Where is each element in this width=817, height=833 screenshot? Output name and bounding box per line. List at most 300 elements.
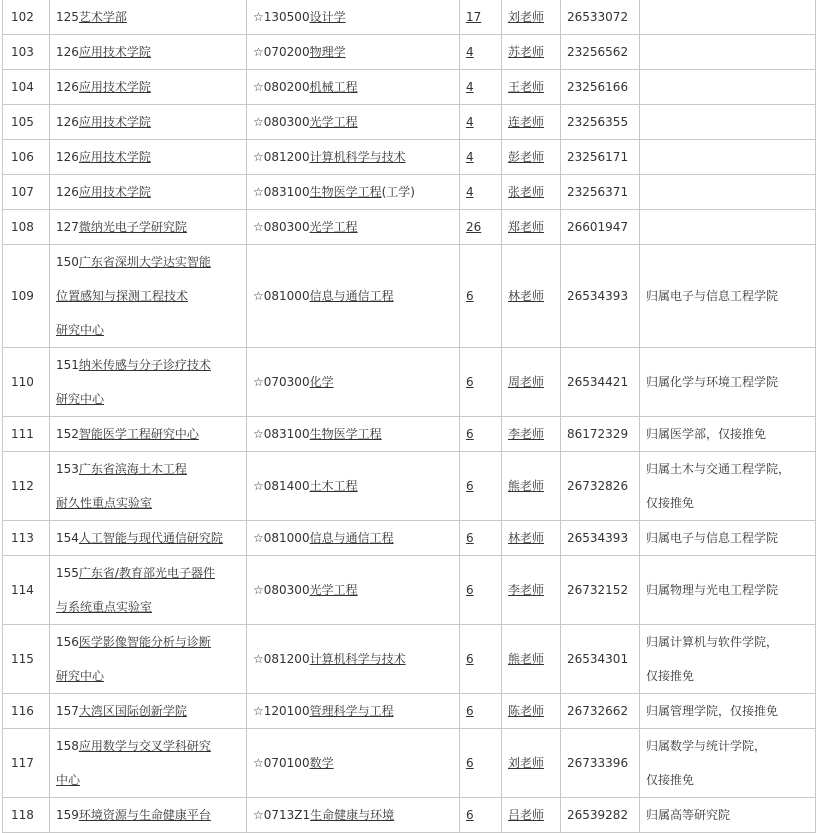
- unit-name-link[interactable]: 应用技术学院: [78, 115, 151, 129]
- row-number: 102: [11, 10, 34, 24]
- unit-cell: [50, 556, 247, 625]
- row-number: 114: [11, 583, 34, 597]
- unit-cell: [50, 625, 247, 694]
- quota-cell: [460, 35, 502, 70]
- contact-link[interactable]: 陈老师: [508, 704, 545, 718]
- unit-cell: [50, 70, 247, 105]
- contact-cell: [502, 105, 561, 140]
- phone-number: 26539282: [567, 808, 629, 822]
- note-cell: [640, 452, 816, 521]
- contact-link[interactable]: 林老师: [508, 531, 545, 545]
- phone-cell: [561, 70, 640, 105]
- phone-cell: [561, 0, 640, 35]
- contact-link[interactable]: 吕老师: [508, 808, 545, 822]
- quota-cell: [460, 140, 502, 175]
- major-code: 080200: [263, 80, 310, 94]
- quota-link[interactable]: 17: [466, 10, 482, 24]
- phone-number: 26534393: [567, 531, 629, 545]
- major-code: 081200: [263, 150, 310, 164]
- major-cell: [247, 798, 460, 833]
- unit-code: 159: [56, 808, 79, 822]
- phone-number: 23256562: [567, 45, 629, 59]
- note-cell: [640, 798, 816, 833]
- star-icon: ☆: [253, 531, 264, 545]
- unit-cell: [50, 105, 247, 140]
- unit-code: 125: [56, 10, 79, 24]
- quota-link[interactable]: 6: [466, 375, 474, 389]
- phone-number: 23256171: [567, 150, 629, 164]
- star-icon: ☆: [253, 150, 264, 164]
- phone-cell: [561, 210, 640, 245]
- star-icon: ☆: [253, 427, 264, 441]
- seq-cell: [3, 798, 50, 833]
- unit-line: [56, 521, 246, 555]
- star-icon: ☆: [253, 289, 264, 303]
- phone-cell: [561, 694, 640, 729]
- phone-cell: [561, 556, 640, 625]
- unit-cell: [50, 729, 247, 798]
- unit-name-link[interactable]: 与系统重点实验室: [56, 600, 153, 614]
- table-row: [3, 556, 816, 625]
- row-number: 117: [11, 756, 34, 770]
- quota-link[interactable]: 4: [466, 150, 474, 164]
- note-cell: [640, 0, 816, 35]
- quota-link[interactable]: 6: [466, 704, 474, 718]
- quota-link[interactable]: 6: [466, 652, 474, 666]
- row-number: 105: [11, 115, 34, 129]
- table-row: [3, 452, 816, 521]
- phone-cell: [561, 105, 640, 140]
- quota-link[interactable]: 4: [466, 115, 474, 129]
- quota-link[interactable]: 6: [466, 756, 474, 770]
- unit-cell: [50, 210, 247, 245]
- note-cell: [640, 625, 816, 694]
- seq-cell: [3, 35, 50, 70]
- major-cell: [247, 348, 460, 417]
- contact-link[interactable]: 刘老师: [508, 756, 545, 770]
- quota-link[interactable]: 26: [466, 220, 482, 234]
- unit-name-link[interactable]: 大湾区国际创新学院: [78, 704, 187, 718]
- quota-link[interactable]: 6: [466, 289, 474, 303]
- unit-name-link[interactable]: 人工智能与现代通信研究院: [78, 531, 223, 545]
- contact-cell: [502, 556, 561, 625]
- major-name-link[interactable]: 计算机科学与技术: [309, 150, 406, 164]
- quota-cell: [460, 245, 502, 348]
- table-row: [3, 245, 816, 348]
- major-name-link[interactable]: 生物医学工程: [309, 185, 382, 199]
- contact-cell: [502, 694, 561, 729]
- unit-line: [56, 348, 246, 382]
- major-cell: [247, 0, 460, 35]
- unit-line: [56, 659, 246, 693]
- contact-cell: [502, 729, 561, 798]
- phone-number: 26732152: [567, 583, 629, 597]
- unit-name-link[interactable]: 纳米传感与分子诊疗技术: [78, 358, 211, 372]
- unit-line: [56, 105, 246, 139]
- table-row: [3, 417, 816, 452]
- major-cell: [247, 521, 460, 556]
- seq-cell: [3, 140, 50, 175]
- note-cell: [640, 35, 816, 70]
- seq-cell: [3, 105, 50, 140]
- admission-table: [2, 0, 816, 833]
- note-line: 归属化学与环境工程学院: [646, 375, 779, 389]
- unit-code: 158: [56, 739, 79, 753]
- contact-cell: [502, 175, 561, 210]
- unit-name-link[interactable]: 应用数学与交叉学科研究: [78, 739, 211, 753]
- star-icon: ☆: [253, 375, 264, 389]
- seq-cell: [3, 556, 50, 625]
- quota-link[interactable]: 6: [466, 531, 474, 545]
- phone-cell: [561, 35, 640, 70]
- table-row: [3, 105, 816, 140]
- unit-name-link[interactable]: 位置感知与探测工程技术: [56, 289, 189, 303]
- star-icon: ☆: [253, 652, 264, 666]
- unit-code: 152: [56, 427, 79, 441]
- note-line: 归属土木与交通工程学院，: [646, 462, 791, 476]
- quota-cell: [460, 798, 502, 833]
- quota-link[interactable]: 6: [466, 427, 474, 441]
- seq-cell: [3, 210, 50, 245]
- unit-name-link[interactable]: 应用技术学院: [78, 185, 151, 199]
- contact-link[interactable]: 熊老师: [508, 479, 545, 493]
- star-icon: ☆: [253, 583, 264, 597]
- unit-name-link[interactable]: 广东省深圳大学达实智能: [78, 255, 211, 269]
- contact-link[interactable]: 郑老师: [508, 220, 545, 234]
- contact-cell: [502, 348, 561, 417]
- major-name-link[interactable]: 物理学: [309, 45, 346, 59]
- contact-cell: [502, 521, 561, 556]
- contact-link[interactable]: 彭老师: [508, 150, 545, 164]
- quota-link[interactable]: 6: [466, 808, 474, 822]
- note-cell: [640, 175, 816, 210]
- phone-cell: [561, 729, 640, 798]
- unit-code: 155: [56, 566, 79, 580]
- major-cell: [247, 556, 460, 625]
- unit-name-link[interactable]: 耐久性重点实验室: [56, 496, 153, 510]
- unit-code: 151: [56, 358, 79, 372]
- major-cell: [247, 452, 460, 521]
- table-row: [3, 521, 816, 556]
- major-name-link[interactable]: 计算机科学与技术: [309, 652, 406, 666]
- star-icon: ☆: [253, 80, 264, 94]
- unit-line: [56, 35, 246, 69]
- contact-link[interactable]: 熊老师: [508, 652, 545, 666]
- major-name-link[interactable]: 机械工程: [309, 80, 358, 94]
- phone-number: 26534421: [567, 375, 629, 389]
- phone-cell: [561, 175, 640, 210]
- unit-name-link[interactable]: 中心: [56, 773, 81, 787]
- quota-link[interactable]: 4: [466, 45, 474, 59]
- note-cell: [640, 245, 816, 348]
- phone-number: 23256166: [567, 80, 629, 94]
- major-name-link[interactable]: 光学工程: [309, 115, 358, 129]
- major-name-link[interactable]: 土木工程: [309, 479, 358, 493]
- note-line: 归属医学部，仅接推免: [646, 427, 767, 441]
- unit-cell: [50, 35, 247, 70]
- quota-cell: [460, 625, 502, 694]
- major-cell: [247, 105, 460, 140]
- table-row: [3, 175, 816, 210]
- unit-cell: [50, 348, 247, 417]
- note-cell: [640, 694, 816, 729]
- unit-line: [56, 382, 246, 416]
- seq-cell: [3, 70, 50, 105]
- major-code: 080300: [263, 220, 310, 234]
- note-cell: [640, 140, 816, 175]
- unit-code: 126: [56, 115, 79, 129]
- phone-number: 23256371: [567, 185, 629, 199]
- unit-name-link[interactable]: 研究中心: [56, 392, 105, 406]
- quota-cell: [460, 175, 502, 210]
- row-number: 109: [11, 289, 34, 303]
- unit-name-link[interactable]: 环境资源与生命健康平台: [78, 808, 211, 822]
- quota-cell: [460, 105, 502, 140]
- row-number: 110: [11, 375, 34, 389]
- unit-line: [56, 279, 246, 313]
- major-cell: [247, 625, 460, 694]
- seq-cell: [3, 625, 50, 694]
- major-suffix: (工学): [381, 185, 415, 199]
- contact-link[interactable]: 林老师: [508, 289, 545, 303]
- table-row: [3, 348, 816, 417]
- unit-code: 126: [56, 150, 79, 164]
- note-line: 归属高等研究院: [646, 808, 731, 822]
- unit-line: [56, 556, 246, 590]
- major-name-link[interactable]: 信息与通信工程: [309, 531, 394, 545]
- major-cell: [247, 417, 460, 452]
- row-number: 103: [11, 45, 34, 59]
- contact-cell: [502, 210, 561, 245]
- phone-number: 26732826: [567, 479, 629, 493]
- phone-number: 26534301: [567, 652, 629, 666]
- quota-link[interactable]: 4: [466, 185, 474, 199]
- phone-number: 26533072: [567, 10, 629, 24]
- unit-name-link[interactable]: 广东省/教育部光电子器件: [78, 566, 215, 580]
- note-line: 归属电子与信息工程学院: [646, 289, 779, 303]
- row-number: 116: [11, 704, 34, 718]
- row-number: 113: [11, 531, 34, 545]
- major-code: 070200: [263, 45, 310, 59]
- note-line: 归属管理学院，仅接推免: [646, 704, 779, 718]
- seq-cell: [3, 245, 50, 348]
- seq-cell: [3, 0, 50, 35]
- phone-cell: [561, 140, 640, 175]
- contact-cell: [502, 70, 561, 105]
- quota-link[interactable]: 6: [466, 583, 474, 597]
- seq-cell: [3, 348, 50, 417]
- phone-number: 26601947: [567, 220, 629, 234]
- table-row: [3, 140, 816, 175]
- unit-line: [56, 417, 246, 451]
- table-row: [3, 210, 816, 245]
- contact-cell: [502, 798, 561, 833]
- star-icon: ☆: [253, 756, 264, 770]
- contact-link[interactable]: 刘老师: [508, 10, 545, 24]
- major-cell: [247, 70, 460, 105]
- unit-name-link[interactable]: 研究中心: [56, 669, 105, 683]
- star-icon: ☆: [253, 479, 264, 493]
- unit-cell: [50, 694, 247, 729]
- quota-cell: [460, 348, 502, 417]
- note-cell: [640, 348, 816, 417]
- unit-line: [56, 452, 246, 486]
- major-name-link[interactable]: 光学工程: [309, 583, 358, 597]
- note-cell: [640, 417, 816, 452]
- major-code: 080300: [263, 115, 310, 129]
- major-name-link[interactable]: 光学工程: [309, 220, 358, 234]
- major-code: 070300: [263, 375, 310, 389]
- quota-cell: [460, 452, 502, 521]
- unit-code: 126: [56, 80, 79, 94]
- quota-cell: [460, 70, 502, 105]
- phone-cell: [561, 625, 640, 694]
- star-icon: ☆: [253, 185, 264, 199]
- quota-cell: [460, 417, 502, 452]
- seq-cell: [3, 521, 50, 556]
- unit-name-link[interactable]: 智能医学工程研究中心: [78, 427, 199, 441]
- table-row: [3, 729, 816, 798]
- note-cell: [640, 105, 816, 140]
- contact-cell: [502, 452, 561, 521]
- unit-name-link[interactable]: 应用技术学院: [78, 45, 151, 59]
- unit-name-link[interactable]: 艺术学部: [78, 10, 127, 24]
- unit-line: [56, 175, 246, 209]
- unit-code: 150: [56, 255, 79, 269]
- major-cell: [247, 729, 460, 798]
- star-icon: ☆: [253, 115, 264, 129]
- phone-number: 23256355: [567, 115, 629, 129]
- unit-name-link[interactable]: 医学影像智能分析与诊断: [78, 635, 211, 649]
- major-cell: [247, 210, 460, 245]
- major-code: 083100: [263, 185, 310, 199]
- unit-line: [56, 798, 246, 832]
- major-code: 081000: [263, 289, 310, 303]
- major-name-link[interactable]: 生物医学工程: [309, 427, 382, 441]
- major-code: 080300: [263, 583, 310, 597]
- major-name-link[interactable]: 信息与通信工程: [309, 289, 394, 303]
- phone-number: 26732662: [567, 704, 629, 718]
- unit-cell: [50, 521, 247, 556]
- contact-link[interactable]: 周老师: [508, 375, 545, 389]
- major-cell: [247, 245, 460, 348]
- unit-line: [56, 486, 246, 520]
- note-line: 归属数学与统计学院，: [646, 739, 767, 753]
- row-number: 104: [11, 80, 34, 94]
- row-number: 115: [11, 652, 34, 666]
- major-name-link[interactable]: 设计学: [309, 10, 346, 24]
- major-code: 081000: [263, 531, 310, 545]
- contact-link[interactable]: 连老师: [508, 115, 545, 129]
- star-icon: ☆: [253, 45, 264, 59]
- seq-cell: [3, 417, 50, 452]
- major-cell: [247, 140, 460, 175]
- unit-line: [56, 313, 246, 347]
- note-cell: [640, 70, 816, 105]
- unit-line: [56, 763, 246, 797]
- unit-cell: [50, 140, 247, 175]
- table-row: [3, 35, 816, 70]
- quota-link[interactable]: 4: [466, 80, 474, 94]
- row-number: 112: [11, 479, 34, 493]
- unit-line: [56, 210, 246, 244]
- major-name-link[interactable]: 数学: [309, 756, 334, 770]
- phone-cell: [561, 521, 640, 556]
- table-row: [3, 70, 816, 105]
- unit-code: 126: [56, 45, 79, 59]
- quota-cell: [460, 694, 502, 729]
- quota-link[interactable]: 6: [466, 479, 474, 493]
- major-name-link[interactable]: 化学: [309, 375, 334, 389]
- major-name-link[interactable]: 生命健康与环境: [310, 808, 395, 822]
- contact-link[interactable]: 李老师: [508, 427, 545, 441]
- unit-cell: [50, 245, 247, 348]
- unit-line: [56, 694, 246, 728]
- note-cell: [640, 729, 816, 798]
- unit-name-link[interactable]: 广东省滨海土木工程: [78, 462, 187, 476]
- contact-cell: [502, 245, 561, 348]
- major-cell: [247, 694, 460, 729]
- contact-cell: [502, 0, 561, 35]
- unit-code: 154: [56, 531, 79, 545]
- table-row: [3, 625, 816, 694]
- seq-cell: [3, 452, 50, 521]
- star-icon: ☆: [253, 10, 264, 24]
- unit-name-link[interactable]: 应用技术学院: [78, 150, 151, 164]
- unit-name-link[interactable]: 研究中心: [56, 323, 105, 337]
- seq-cell: [3, 175, 50, 210]
- quota-cell: [460, 210, 502, 245]
- unit-cell: [50, 0, 247, 35]
- phone-cell: [561, 417, 640, 452]
- unit-name-link[interactable]: 微纳光电子学研究院: [78, 220, 187, 234]
- row-number: 107: [11, 185, 34, 199]
- unit-cell: [50, 417, 247, 452]
- major-code: 083100: [263, 427, 310, 441]
- major-cell: [247, 175, 460, 210]
- contact-link[interactable]: 张老师: [508, 185, 545, 199]
- contact-cell: [502, 417, 561, 452]
- unit-name-link[interactable]: 应用技术学院: [78, 80, 151, 94]
- contact-cell: [502, 625, 561, 694]
- contact-link[interactable]: 王老师: [508, 80, 545, 94]
- quota-cell: [460, 0, 502, 35]
- note-cell: [640, 556, 816, 625]
- unit-line: [56, 625, 246, 659]
- contact-cell: [502, 35, 561, 70]
- phone-cell: [561, 452, 640, 521]
- unit-line: [56, 245, 246, 279]
- quota-cell: [460, 521, 502, 556]
- contact-link[interactable]: 李老师: [508, 583, 545, 597]
- note-line: 归属物理与光电工程学院: [646, 583, 779, 597]
- phone-number: 26733396: [567, 756, 629, 770]
- contact-cell: [502, 140, 561, 175]
- seq-cell: [3, 729, 50, 798]
- major-name-link[interactable]: 管理科学与工程: [309, 704, 394, 718]
- table-row: [3, 798, 816, 833]
- unit-code: 157: [56, 704, 79, 718]
- quota-cell: [460, 729, 502, 798]
- star-icon: ☆: [253, 220, 264, 234]
- unit-code: 127: [56, 220, 79, 234]
- row-number: 111: [11, 427, 34, 441]
- note-line: 仅接推免: [646, 496, 695, 510]
- phone-cell: [561, 798, 640, 833]
- seq-cell: [3, 694, 50, 729]
- phone-cell: [561, 348, 640, 417]
- contact-link[interactable]: 苏老师: [508, 45, 545, 59]
